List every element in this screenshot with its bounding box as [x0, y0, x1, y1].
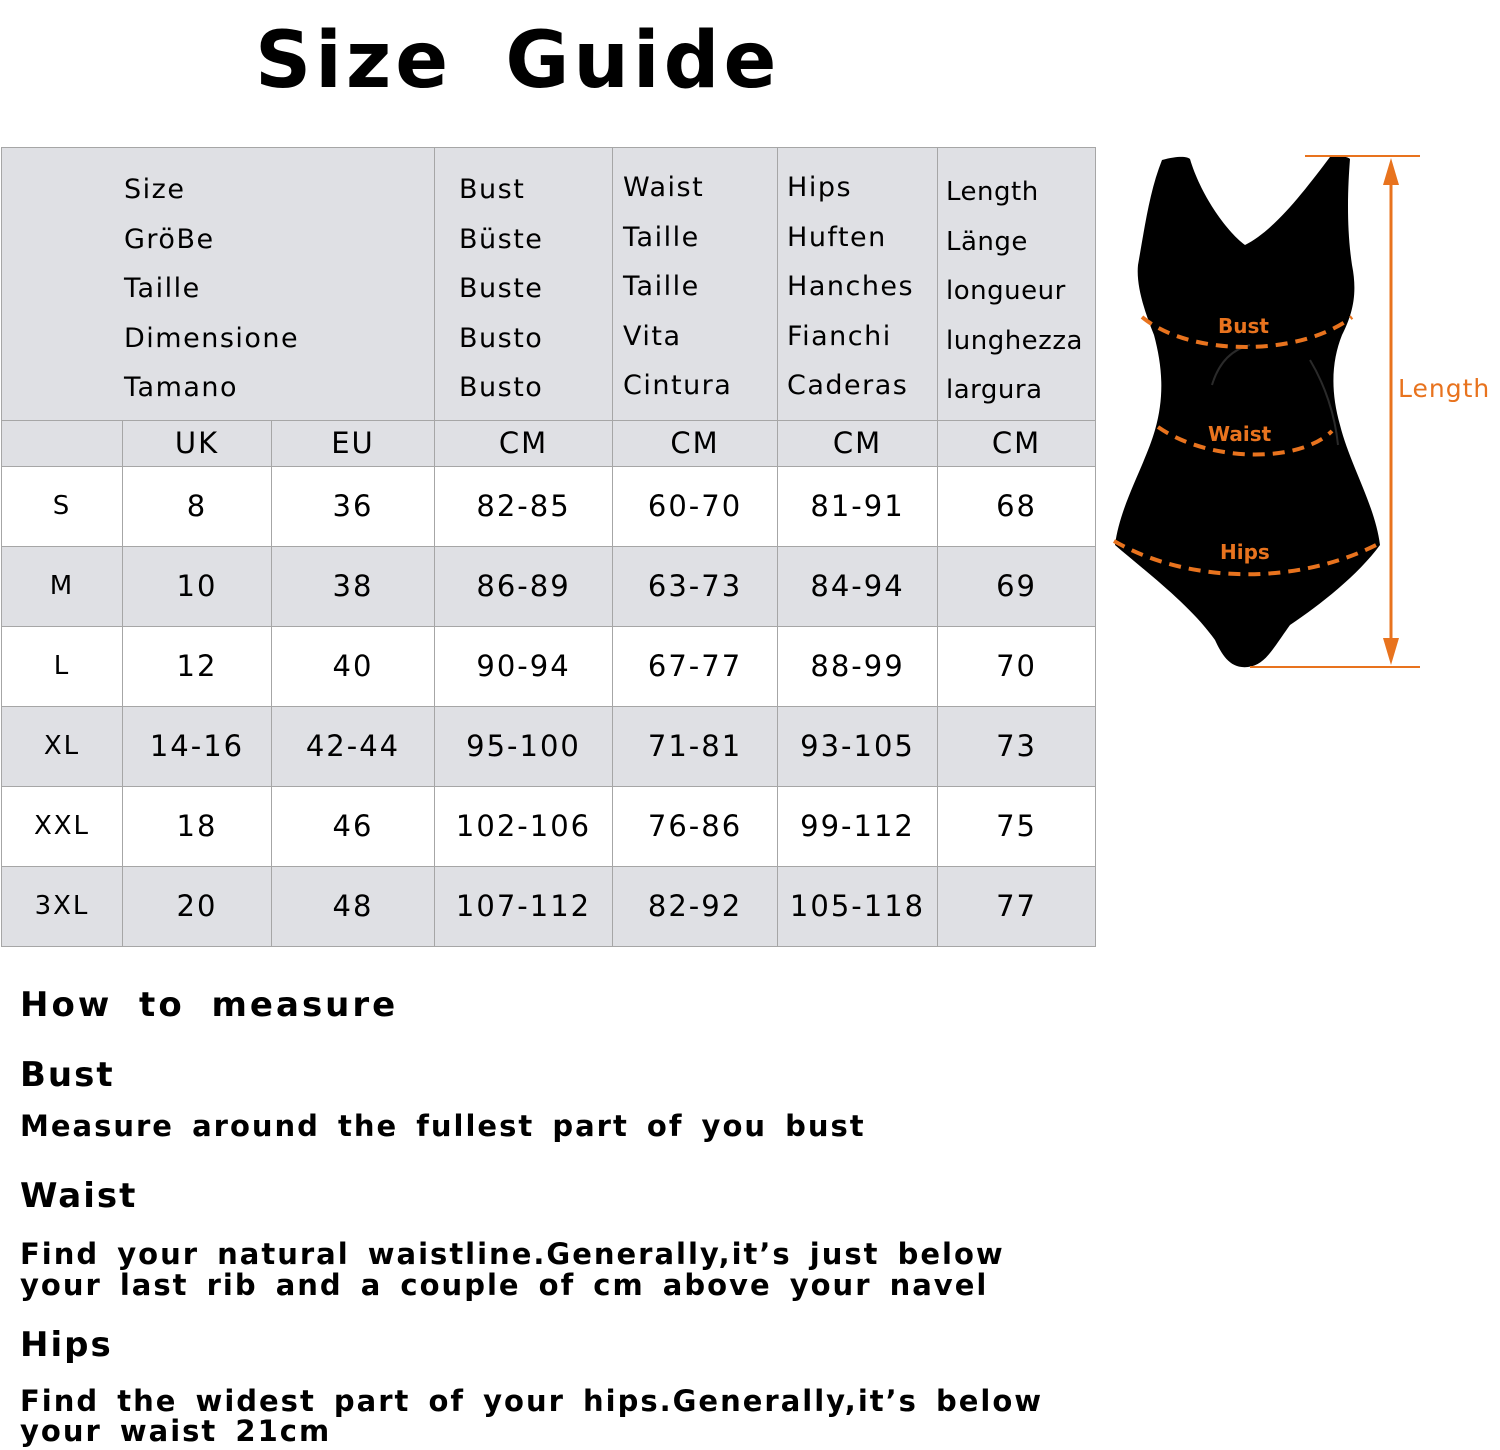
- multilingual-header-row: [2, 148, 1096, 421]
- hips-cell: 99-112: [778, 786, 938, 866]
- size-cell: XL: [2, 706, 123, 786]
- header-label: Busto: [459, 322, 544, 354]
- unit-cell: UK: [123, 420, 272, 466]
- header-label: Fianchi: [787, 320, 892, 352]
- header-length: [938, 148, 1096, 421]
- waist-instructions-line1: Find your natural waistline.Generally,it’s just below: [20, 1237, 1005, 1271]
- header-label: Hips: [787, 172, 853, 203]
- waist-cell: 60-70: [613, 466, 778, 546]
- header-label: Caderas: [787, 370, 909, 401]
- length-cell: 77: [938, 866, 1096, 946]
- unit-cell: EU: [272, 420, 435, 466]
- eu-cell: 38: [272, 546, 435, 626]
- size-cell: XXL: [2, 786, 123, 866]
- header-size: [2, 148, 435, 421]
- uk-cell: 10: [123, 546, 272, 626]
- waist-heading: Waist: [20, 1176, 138, 1216]
- unit-header-row: [2, 420, 1096, 466]
- bust-instructions: Measure around the fullest part of you bust: [20, 1109, 866, 1143]
- unit-cell: CM: [613, 420, 778, 466]
- uk-cell: 8: [123, 466, 272, 546]
- length-arrow: [1383, 158, 1399, 665]
- unit-cell: [2, 420, 123, 466]
- hips-cell: 84-94: [778, 546, 938, 626]
- header-label: Länge: [946, 226, 1028, 257]
- table-row: [2, 706, 1096, 786]
- header-label: longueur: [946, 276, 1066, 306]
- uk-cell: 12: [123, 626, 272, 706]
- table-row: [2, 866, 1096, 946]
- unit-cell: CM: [938, 420, 1096, 466]
- hips-cell: 81-91: [778, 466, 938, 546]
- header-label: Taille: [623, 271, 700, 302]
- waist-cell: 76-86: [613, 786, 778, 866]
- swimsuit-silhouette: [1115, 156, 1380, 667]
- eu-cell: 42-44: [272, 706, 435, 786]
- header-label: largura: [946, 375, 1043, 405]
- table-row: [2, 546, 1096, 626]
- bust-cell: 86-89: [435, 546, 613, 626]
- header-label: Tamano: [124, 372, 239, 403]
- header-label: Waist: [623, 172, 705, 203]
- size-cell: 3XL: [2, 866, 123, 946]
- eu-cell: 40: [272, 626, 435, 706]
- header-waist: [613, 148, 778, 421]
- length-label: Length: [1398, 374, 1491, 403]
- how-to-measure-heading: How to measure: [20, 985, 399, 1025]
- size-chart-table: [1, 147, 1096, 947]
- eu-cell: 36: [272, 466, 435, 546]
- header-label: Büste: [459, 223, 544, 255]
- hips-cell: 93-105: [778, 706, 938, 786]
- hips-heading: Hips: [20, 1325, 113, 1365]
- bust-label: Bust: [1218, 314, 1269, 338]
- header-label: Size: [124, 174, 186, 205]
- waist-label: Waist: [1208, 422, 1272, 446]
- table-row: [2, 626, 1096, 706]
- hips-cell: 88-99: [778, 626, 938, 706]
- uk-cell: 14-16: [123, 706, 272, 786]
- length-cell: 69: [938, 546, 1096, 626]
- header-label: Cintura: [623, 370, 733, 401]
- bust-cell: 90-94: [435, 626, 613, 706]
- uk-cell: 18: [123, 786, 272, 866]
- swimsuit-measurement-diagram: [1100, 145, 1500, 685]
- page-title: Size Guide: [255, 16, 781, 106]
- bust-cell: 102-106: [435, 786, 613, 866]
- header-label: Busto: [459, 372, 544, 403]
- header-label: Bust: [459, 174, 526, 205]
- unit-cell: CM: [435, 420, 613, 466]
- size-cell: S: [2, 466, 123, 546]
- length-cell: 73: [938, 706, 1096, 786]
- header-label: GröBe: [124, 223, 215, 255]
- waist-instructions-line2: your last rib and a couple of cm above your navel: [20, 1268, 989, 1302]
- table-row: [2, 466, 1096, 546]
- bust-cell: 95-100: [435, 706, 613, 786]
- header-label: Huften: [787, 221, 887, 253]
- waist-cell: 63-73: [613, 546, 778, 626]
- unit-cell: CM: [778, 420, 938, 466]
- header-label: Vita: [623, 320, 682, 352]
- size-cell: M: [2, 546, 123, 626]
- length-cell: 70: [938, 626, 1096, 706]
- waist-cell: 71-81: [613, 706, 778, 786]
- hips-label: Hips: [1220, 540, 1270, 564]
- hips-instructions-line2: your waist 21cm: [20, 1414, 332, 1448]
- bust-heading: Bust: [20, 1055, 115, 1095]
- length-cell: 68: [938, 466, 1096, 546]
- table-row: [2, 786, 1096, 866]
- eu-cell: 48: [272, 866, 435, 946]
- header-label: Length: [946, 177, 1039, 207]
- hips-cell: 105-118: [778, 866, 938, 946]
- header-hips: [778, 148, 938, 421]
- length-cell: 75: [938, 786, 1096, 866]
- waist-cell: 67-77: [613, 626, 778, 706]
- bust-cell: 82-85: [435, 466, 613, 546]
- eu-cell: 46: [272, 786, 435, 866]
- bust-cell: 107-112: [435, 866, 613, 946]
- header-bust: [435, 148, 613, 421]
- waist-cell: 82-92: [613, 866, 778, 946]
- header-label: lunghezza: [946, 325, 1083, 356]
- header-label: Hanches: [787, 271, 915, 302]
- header-label: Taille: [124, 273, 201, 304]
- size-cell: L: [2, 626, 123, 706]
- uk-cell: 20: [123, 866, 272, 946]
- header-label: Buste: [459, 273, 544, 304]
- header-label: Dimensione: [124, 322, 300, 354]
- hips-instructions-line1: Find the widest part of your hips.Generally,it’s below: [20, 1384, 1044, 1418]
- header-label: Taille: [623, 221, 700, 253]
